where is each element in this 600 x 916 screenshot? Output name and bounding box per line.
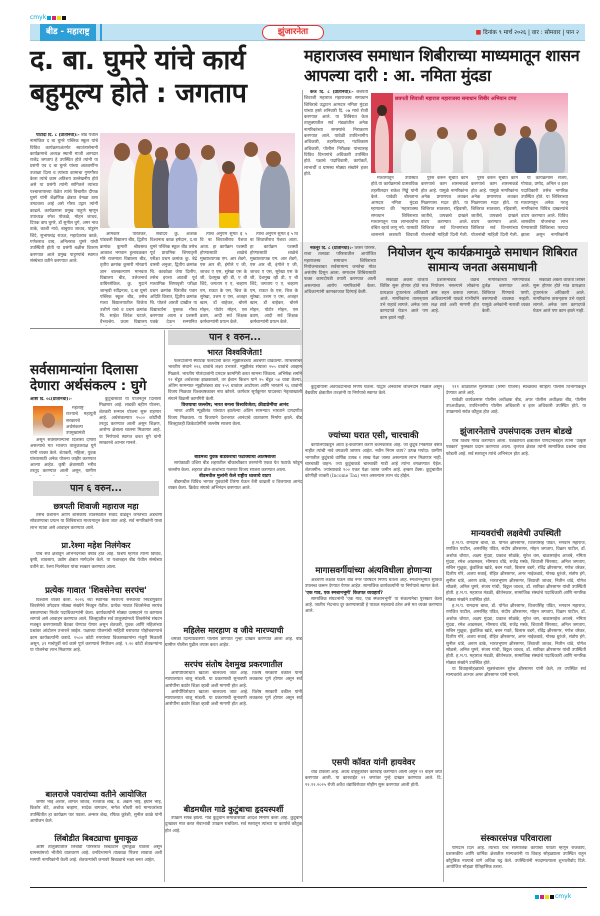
article-body: जमीर भाई अत्तार, शामल जाधव, रज्जाक शेख, ड. अक्रम भाई, इम्रान भाई, किशोर शेटे, अशोक चव्हाण, सादेक बागवान, नागेश चौधरी सर्व मान्यवरांच्या उपस्थितीत हा कार्यक्रम पार पडला. अन्सार शेख, रफिक कुरेशी, सुनील काळे यांनी आयोजन केले. — [30, 800, 162, 824]
article-body: सायंकाळी उशिरा बीड शहरातील चौकाचौकात तरुणांनी एकत्र येत फटाके फोडून जल्लोष केला. शहरात ढोल-ताशांच्या गजरात विजय साजरा करण्यात आला. — [168, 461, 302, 473]
headline-gade: बीडमधील गाडे कुटुंबाचा हृदयस्पर्शी — [183, 805, 284, 814]
article-column — [30, 397, 98, 404]
headline-shivaji: छत्रपती शिवाजी महाराज महा — [53, 502, 139, 511]
article-column — [521, 176, 568, 238]
article-body: उपक्रम संपन्न झाला. गाडे कुटुंबाने समाजासाठी आदर्श निर्माण केला आहे. कुटुंबाने दुःखावर मात करत सेवाभावी उपक्रम राबविला. सर्व स्तरातून त्यांच्या या कार्याचे कौतुक होत आहे. — [165, 816, 302, 834]
article-column — [446, 439, 586, 499]
photo-ghumre-event — [100, 133, 295, 228]
divider — [302, 90, 303, 882]
article-column — [30, 598, 162, 784]
dateline: आष्टी दि. ०८(प्रतिनिधी):- — [30, 397, 72, 402]
article-column — [380, 278, 428, 378]
cyan-swatch — [535, 895, 539, 899]
article-column — [168, 359, 302, 453]
headline-magasvargiy: मागासवर्गीयांच्या अंत्यविधीला होणाऱ्या — [315, 566, 432, 576]
banner-paan-1: पान १ वरुन... — [168, 330, 302, 345]
headline-bibatya: लिंबोडीत बिबट्याचा धुमाकूळ — [54, 834, 138, 843]
article-body: कार्यालयाकडून आता ई-केवायसी करणे बंधनकारक आहे. जी कुटुंबे निकषात बसत नाहीत त्यांची नावे वगळली जाणार आहेत. नवीन नियम काय? उत्पन्न मर्यादा: ग्रामीण भागातील कुटुंबाचे वार्षिक उत्पन्न १ लाख पेक्षा जास्त असल्यास लाभ मिळणार नाही. चारचाकी वाहन: ज्या कुटुंबाकडे चारचाकी गाडी आहे त्यांना वगळण्यात येईल. शेतजमीन: ज्यांच्याकडे १०० एकर पेक्षा जास्त जमीन आहे. इन्कम टॅक्स: कुटुंबातील कोणीही व्यक्ती (Income Tax) भरत असल्यास लाभ बंद होईल. — [305, 443, 442, 480]
article-column — [371, 176, 418, 238]
headline-ghumre: द. बा. घुमरे यांचे कार्य बहुमूल्य होते : जगताप — [30, 45, 247, 109]
article-column — [431, 278, 479, 378]
headline-sp-kavat: एसपी कॉवत यांनी हायवेवर — [331, 758, 416, 768]
article-column — [30, 438, 96, 476]
subhead: 'एक गाव, एक स्मशानभूमी' कितपत व्यवहार्य? — [305, 590, 383, 596]
article-body: पुरेस करुन सूचीत काम करण्याचे काम शासनाकडे होत आहे. यामुळे नागरिकांना अनेक प्रमाणपत्र लवकर मिळण्यास मदत होते. या शिबिरात सातबारा, रहिवासी, जातीचे, उत्पन्नाचे दाखले वाटप करण्यात आले. शिबिरात सर्व विभागांच्या योजनांची माहिती दिली गेली. — [421, 176, 468, 238]
article-column — [446, 541, 586, 799]
article-column — [446, 385, 586, 423]
article-column — [304, 246, 376, 378]
article-body: आरोपींविरोधात खटला चालवला जात आहे. विशेष सरकारी वकील यांनी न्यायालयात बाजू मांडली. या प्रकरणाची सुनावणी लवकरच पूर्ण होणार असून सर्व आरोपींना कठोर शिक्षा व्हावी अशी मागणी होत आहे. — [165, 671, 302, 689]
article-body: १११ शाळांतील मुलींसाठी (सिंगी योजना) स्वच्छतेचे साहित्य पोलीस विभागाकडून देण्यात आले आहे. — [446, 385, 586, 397]
article-body: महाराष्ट्र राज्याचे महायुती सरकारचे अर्थसंकल्प उपमुख्यमंत्री — [66, 406, 96, 436]
article-column — [165, 637, 302, 657]
article-body: बीड येथील नामांकित द बा घुमरे पब्लिक स्कूल यांचे विविध कार्यक्रमाअंतर्गत स्वातंत्र्यसेनानी कार्यक्रमाचे अध्यक्ष स्थानी माजी आमदार राजेंद्र जगताप हे उपस्थित होते त्यांनी या प्रसंगी एव द बा घुमरे यांच्या आठवणींना उजाळा दिला व त्यांच्या कामाचा गुणगौरव केला त्यांचे काम अतिशय उल्लेखनीय होते असे या प्रसंगी त्यांनी सांगितले त्यांच्या पश्चात्तापाच्या वेळेत त्यांचे विचारीत दीपक घुमरे यांनी शैक्षणिक क्षेत्रात वेगळा ठसा उमटवला आहे असे गौरव उद्गार त्यांनी काढले. कार्यक्रमास प्रमुख पाहुणे म्हणून उपाध्यक्ष रमेश पोकळे, मोहन जाधव, दिपक वाघ घुमरे, डॉ सुनील घुगे, अमर नाथ ठाके, काशी नाथे, बाबुराव जाधव, पांडुरंग शिंदे, सुभाषचंद्र राऊत, महादेवराव काळे, गणेशराव वाघ, अनिलराव घुमरे यांची उपस्थिती होती या प्रसंगी बक्षीस वितरण करण्यात आले प्रमुख पाहुण्यांचे स्वागत संस्थेच्या वतीने करण्यात आले. — [30, 133, 98, 264]
avatar-ghuge — [33, 406, 63, 436]
article-column — [99, 397, 161, 476]
headline-niyojan: नियोजन शून्य कार्यक्रमामुळे समाधान शिबिरात सामान्य जनता असमाधानी — [387, 245, 578, 274]
article-body: प्रशासनाकडे वेळेचे नियोजन नसल्याने लोकांना त्रास सहन करावा लागला. अधिकाऱ्यांनी याकडे गांभीर्याने लक्ष द्यावे अशी मागणी होत आहे. — [431, 278, 479, 315]
article-body: फलंदाजांनी स्फोटक फलंदाजी करत न्यूझीलंडच्या अडचणी वाढवल्या. त्याचबरोबर भारतीय संघाने २२६ धावांचे लक्ष्य उभारले. न्यूझीलंड संघाला २५५ धावांचे आव्हान मिळाले. भारतीय गोलंदाजांनी दमदार कामगिरी करत सामना जिंकला. अभिषेक शर्माने १२ चेंडूत अर्धशतक झळकावले, तर ईशान किशन याने २५ चेंडूत ५४ धावा केल्या. अंतिम सामन्यात न्यूझीलंडचा डाव १५९ धावांवर आटोपला आणि भारताने ९६ धावांनी विजय मिळवत विश्वचषकावर नाव कोरले. कर्णधार सूर्यकुमार यादवच्या नेतृत्वाखाली संघाने विक्रमी कामगिरी केली. — [168, 359, 302, 402]
paper-name: झुंजारनेता — [262, 25, 324, 40]
article-column — [165, 816, 302, 883]
article-body: ओमकारे पारतेकर, पांडवली विद्यालय बीड, द्वितीय क्रमांक कुमारी श्रीवस्तव आकाश भगवान हुलावळकर मोरे राजमाता विद्यालय बीड, तृतीय क्रमांक कुमारी मोरडाये ज्ञान बालकल्याण मानवता विद्यालय बीड, उत्तेजनार्थ वाघिरसेकिल, कु. मुदाने जान्हवी रवींद्रनाथ, द.बा घुमरे पब्लिक स्कूल बीड, तसेच माध्य विद्यालयातील विजेता उत्तीर्ण याचे व प्रथम क्रमांक चि. साईश शिवेश घटाले, वैभवश्रेय. प्रथम विद्यालय — [100, 232, 147, 326]
article-body: त्याचे अनुपम सुमेत ई ५ वि बा शिवाजीराव पेशवा आता. हा कार्यक्रम यशस्वी होण्यासाठी शाळेचे मुख्याध्यापक एम. आर शेडगे, एस आर बी, इंगोले ए जी, जाधव ए एस, सुरेखा एस के जी, देशमुख व्ही डी, ए बी शिंदे, जगताप ए ए, चव्हाण एम, राऊत के एस, बिज के सुरेखा, उत्तम ए एस, अजहर खान, डॉ बाहेकर, बोरसे मोहन, पोटोर मोहन, एस ढवण, आदी सर्व शिक्षक कर्मचाऱ्यांनी प्रयत्न केले. — [200, 232, 247, 326]
article-body: कुटुंबीयांनी अवयवदानाचा निर्णय घेतला. याद्वारे अनेकांना जीवनदान मिळाले असून वैद्यकीय क्षेत्रातील तज्ज्ञांनी या निर्णयाचे स्वागत केले. — [305, 385, 442, 397]
article-column — [305, 770, 442, 883]
yellow-swatch — [57, 16, 61, 20]
black-swatch — [62, 16, 66, 20]
article-body: ह.भ.प. रामदास बाबा, डॉ. योगेश क्षीरसागर, विजयसिंह पंडित, भगवान महाराज, रणजित पाटील, अमरसिंह पंडित, संदीप क्षीरसागर, मोहन जगताप, विक्रम पाटील, डॉ. अशोक थोरात, अक्षय मुंदडा, प्रकाश सोळंके, सुरेश धस, बाळासाहेब आजबे, नमिता मुंदडा, रमेश आडसकर, भीमराव धोंडे, राजेंद्र मस्के, शिवाजी सिरसाट, अनिल जगताप, सचिन मुळूक, कुंडलिक खांडे, बबन गवते, विलास बडगे, रविंद्र क्षीरसागर, गणेश वरेकर, दिलीप गोरे, अजय सवाई, रोहित क्षीरसागर, अमर नाईकवाडे, गोरख धुरंधरे, संतोष हंगे, सुनील धांडे, अरुण डाके, भारतभूषण क्षीरसागर, शिवाजी जाधव, नितीन धांडे, योगेश सोळसे, अनिल घुमरे, संजय गांधी, विठ्ठल जाधव, डॉ. सारिका क्षीरसागर यांची उपस्थिती होती. ह.भ.प. महाराज मंडळी, कीर्तनकार, सामाजिक संस्थांचे पदाधिकारी आणि नागरिक मोठ्या संख्येने उपस्थित होते. — [446, 541, 586, 603]
article-body: या विवाहसोहळ्याचे सूत्रसंचालन सुरेश क्षीरसागर यांनी केले, तर उपस्थित सर्व मान्यवरांचे आभार अमर क्षीरसागर यांनी मानले. — [446, 666, 586, 679]
black-swatch — [550, 895, 554, 899]
headline-manyavar: मान्यवरांची लक्षवेधी उपस्थिती — [471, 529, 561, 539]
registration-mark — [535, 893, 571, 900]
headline-mundada: महाराजस्व समाधान शिबीराच्या माध्यमातून शासन आपल्या दारी : आ. नमिता मुंदडा — [304, 46, 580, 85]
divider — [164, 330, 165, 882]
article-column — [305, 385, 442, 429]
article-column — [250, 232, 298, 326]
article-body: विश्वास व्यक्त केला. २०२६ च्या स्थानिक स्वराज्य संस्थांच्या निवडणुकीत शिवसेनेचे उमेदवार मोठ्या संख्येने निवडून येतील. प्रत्येक गावात शिवसेनेचा सरपंच बसवण्याचा निर्धार पदाधिकाऱ्यांनी केला. कार्यकर्त्यांनी मोठ्या उत्साहाने या कामाला लागावे असे आवाहन करण्यात आले. जिल्ह्यातील सर्व तालुक्यांमध्ये शिवसेनेचे संघटन मजबूत करण्यासाठी बैठका घेण्यात येणार असून शेतकरी, युवक आणि महिलांच्या प्रश्नांवर आंदोलन उभारले जाईल. पक्षाच्या योजनांची माहिती घराघरात पोहोचवण्याचे काम कार्यकर्त्यांनी करावे. १५०० कोटी रुपयांच्या विकासकामांना मंजुरी मिळाली असून, ३१ मार्चपूर्वी सर्व कामे पूर्ण करण्याचे नियोजन आहे. १.२० कोटी शेतकऱ्यांना या योजनेचा लाभ मिळणार आहे. — [30, 598, 162, 654]
article-body: नागरिकांच्या मागण्यांकडे दुर्लक्ष करण्यात आले. शिबिरात पिण्याचे पाणी, बसण्याची व्यवस्था नव्हती. यामुळे अनेकांनी नाराजी व्यक्त केली. — [482, 278, 530, 315]
banner-paan-6: पान ६ वरुन... — [33, 481, 159, 496]
article-column — [30, 845, 162, 883]
article-column — [304, 90, 368, 238]
date-text: दिनांक ९ मार्च २०२६ | वार : सोमवार | पान २ — [483, 30, 579, 36]
headline-marhan: महिलेस मारहाण व जीवे मारण्याची — [183, 626, 284, 635]
subhead: विजयाचा जल्लोष; भारत बनला विश्वविजेता; क्रीडाप्रेमींचा आनंद — [181, 403, 289, 409]
article-body: बीडमधील विविध भागात युवकांनी तिरंगा घेऊन रॅली काढली व विजयाचा आनंद व्यक्त केला. क्रिकेट संघाचे अभिनंदन करण्यात आले. — [168, 480, 302, 492]
headline-bharat: भारत विश्वविजेता! — [207, 348, 263, 357]
article-body: भारत आणि न्यूझीलंड यांच्यात झालेल्या अंतिम सामन्यात भारताने दणदणीत विजय मिळवला. या विजयाने देशभरात आनंदाचे वातावरण निर्माण झाले. बीड जिल्ह्यातही क्रिकेटप्रेमींनी जल्लोष साजरा केला. — [168, 409, 302, 427]
article-column — [471, 176, 518, 238]
headline-reshma: प्रा.रेश्मा महेश निलंगेकर — [61, 541, 131, 550]
article-column — [168, 455, 302, 515]
article-body: सामाजिक संघटनांनी 'एक गाव, एक स्मशानभूमी' या संकल्पनेचा पुरस्कार केला आहे. जातीय भेदभाव दूर करण्यासाठी हे पाऊल महत्त्वाचे ठरेल असे मत व्यक्त करण्यात आले. — [305, 596, 442, 615]
page-bottom-rule — [30, 887, 587, 888]
divider — [443, 385, 444, 882]
article-body: यांचे विशेष गौरव करण्यात आला. पत्रकारिता क्षेत्रातील योगदानाबद्दल त्यांना 'उत्कृष्ट पत्रकार' पुरस्कार प्रदान करण्यात आला. वृत्तपत्र क्षेत्रात त्यांनी सामाजिक प्रश्नांना वाचा फोडली आहे. सर्व स्तरातून त्यांचे अभिनंदन होत आहे. — [446, 439, 586, 457]
article-body: शिरुर परिसर, राजा तलवडा परिसरातील आयोजित महाराजस्व समाधान शिबिराच्या नियोजनाबाबत सर्वसामान्य जनतेचा मोठा असंतोष दिसून आला. समाधान शिबिरासाठी फक्त कागदोपत्री तयारी करण्यात आली असल्याचा आरोप नागरिकांनी केला. अधिकाऱ्यांनी कामकाजात दिरंगाई केली. — [304, 246, 376, 296]
article-body: यांचे सर्व क्षेत्रातून अभिनंदनाचा वर्षाव होत आहे. विशेष म्हणजे त्यांनी विविध, कृषी, व्यवसाय, उद्योग क्षेत्रात मार्गदर्शन केले. या यशाबद्दल बीड येथील संस्थेच्या वतीने प्रा. रेश्मा निलंगेकर यांचा सत्कार करण्यात आला. — [30, 552, 162, 570]
yellow-swatch — [545, 895, 549, 899]
article-column — [305, 443, 442, 564]
article-column — [165, 671, 302, 802]
article-body: यावेळी कार्यक्रमास पोलीस अधीक्षक बीड, अपर पोलीस अधीक्षक बीड, पोलीस उपअधीक्षक, उपविभागीय पोलीस अधिकारी व इतर अधिकारी उपस्थित होते. या उपक्रमाचे सर्वत्र कौतुक होत आहे. — [446, 397, 586, 416]
article-column — [482, 278, 530, 378]
article-body: सकाळी अकरा वाजता शिबिर सुरू होणार होते मात्र प्रत्यक्षात दुपारनंतर अधिकारी आले. नागरिकांना तासन्‌तास उभे राहावे लागले. अनेक जण कागदपत्रे घेऊन आले पण काम झाले नाही. — [380, 278, 428, 321]
article-column — [305, 578, 442, 700]
article-body: अडचणी लक्षात घेऊन बीड नगर परिषदेने निर्णय घेतला आहे. स्मशानभूमीत सुविधा उपलब्ध करून देण्यात येणार आहेत. सामाजिक कार्यकर्त्यांनी या निर्णयाचे स्वागत केले. — [305, 578, 442, 590]
headline-balraje: बालराजे पवारांच्या वतीने आयोजित — [45, 790, 147, 799]
article-body: योगदान दिले आहे. त्यांच्या याच सामाजिक कार्याची पावती म्हणून राजकीय, प्रशासकीय आणि धार्मिक क्षेत्रातील मान्यवरांनी या विवाह सोहळ्याला उपस्थित राहून कौटुंबिक नात्याचे धागे अधिक घट्ट केले. उपस्थितांनी नवदाम्पत्याला शुभाशीर्वाद दिले. आयोजित सोहळा ऐतिहासिक ठरला. — [446, 846, 586, 870]
headline-bodkhe: झुंजारनेताचे उपसंपादक उत्तम बोडखे — [460, 427, 572, 437]
article-body: माध्यमातून उपस्थित होते.या कार्यक्रमाचे प्रास्ताविक तहसीलदार राकेश गिड्डे यांनी केले. यावेळी बोलताना आमदार नमिता मुंदडा म्हणाल्या की 'महाराजस्व समाधान शिबिराच्या माध्यमातून पात्र लाभार्थ्यांना वंचित रहावे लागू नये. यासाठी शासनाने छत्रपती शिवाजी — [371, 176, 418, 238]
dateline: केज दि. ८ (प्रतिनिधी):- — [310, 90, 354, 95]
divider — [30, 328, 300, 329]
magenta-swatch — [540, 895, 544, 899]
article-body: तसेच प्रशासन आणि शासकीय व्यवस्थेतील संवाद वाढवून जनतेच्या अडचणी सोडवण्याचा प्रयत्न या शिबिराच्या माध्यमातून केला जात आहे. सर्व नागरिकांनी याचा लाभ घ्यावा असे आवाहन करण्यात आले. — [30, 513, 162, 531]
subhead: बीडमध्ये युवक बीडकरांचा फटाक्यांची आतषबाजी — [194, 455, 276, 460]
registration-mark — [30, 14, 66, 21]
article-body: या कार्यक्रमास संजय, गोपाळ, प्रमोद, अनिल व इतर पदाधिकारी तसेच नागरिक उपस्थित होते. या शिबिराच्या माध्यमातून अनेक गरजू नागरिकांना विविध दाखल्यांचे वाटप करण्यात आले. विविध शासकीय योजनांचा लाभ घेण्यासाठी शिबिराचा फायदा झाला असून नागरिकांनी — [521, 176, 568, 238]
article-body: आरोपींविरोधात खटला चालवला जात आहे. विशेष सरकारी वकील यांनी न्यायालयात बाजू मांडली. या प्रकरणाची सुनावणी लवकरच पूर्ण होणार असून सर्व आरोपींना कठोर शिक्षा व्हावी अशी मागणी होत आहे. — [165, 689, 302, 708]
article-body: आष्टी तालुक्यातील लिंबोडी परिसरात बिबट्याने धुमाकूळ घातला असून ग्रामस्थांमध्ये भीतीचे वातावरण आहे. वनविभागाने तात्काळ पिंजरा लावावा अशी मागणी नागरिकांनी केली आहे. शेतकऱ्यांची जनावरे बिबट्याचे भक्ष्य बनत आहेत. — [30, 845, 162, 863]
article-body: पुरेस करुन सूचीत काम करण्याचे काम शासनाकडे होत आहे. यामुळे नागरिकांना अनेक प्रमाणपत्र लवकर मिळण्यास मदत होते. या शिबिरात सातबारा, रहिवासी, जातीचे, उत्पन्नाचे दाखले वाटप करण्यात आले. शिबिरात सर्व विभागांच्या योजनांची माहिती दिली गेली. — [471, 176, 518, 238]
article-body: सर्वोदय कु. आशक विश्वनाथ काळ हर्षदान, द.बा घुमरे पब्लिक स्कूल बीड तसेच पूर्व प्राथमिक शिष्यवृत्ती परीक्षा प्रथम क्रमांक कु. बेद्रे वासरी अनुजा, द्वितीय क्रमांक चि. काकोळा जेपा दिलीप, तसेच इयत्ता आठवी पूर्व माध्यमिक शिष्यवृत्ती परीक्षा प्रथम क्रमांक चिरंजीव पवार अदिति किरात, द्वितीय क्रमांक चि. पोतले आरती दाखील या विद्यार्थ्यांना पुस्तक गौरव करण्यात आला व प्रशस्ती पत्रके देऊन सन्मानित — [150, 232, 197, 326]
article-column — [533, 278, 585, 378]
date-line — [476, 24, 579, 42]
section-label: बीड - महाराष्ट्र — [40, 24, 96, 41]
article-column — [446, 846, 586, 884]
article-body: धमकी दिल्याप्रकरणी पोलीस ठाण्यात गुन्हा दाखल करण्यात आला आहे. बीड ग्रामीण पोलीस पुढील तपास करत आहेत. — [165, 637, 302, 649]
article-column — [200, 232, 247, 326]
cyan-swatch — [47, 16, 51, 20]
article-column — [421, 176, 468, 238]
article-column — [30, 133, 98, 325]
article-column — [100, 232, 147, 326]
headline-ac-charchaki: ज्यांच्या घरात एसी, चारचाकी — [328, 431, 419, 441]
article-column — [66, 406, 96, 436]
banner-text: छत्रपती शिवाजी महाराज महाराजस्व समाधान शिबीर अभियान टप्पा — [395, 96, 517, 102]
article-body: छत्रपती शिवाजी महाराज महाराजस्व समाधान शिबिराचे उद्घाटन आमदार नमिता मुंदडा यांच्या हस्ते शनिवारी दि. ०७ मार्च रोजी करण्यात आले. या शिबिरात केज तालुक्यातील सर्व मंडळांतील अनेक नागरिकांच्या समस्यांचे निराकरण करण्यात आले. यावेळी उपविभागीय अधिकारी, तहसीलदार, गटविकास अधिकारी, पोलीस निरीक्षक यांच्यासह विविध विभागांचे अधिकारी उपस्थित होते. पक्षाचे पदाधिकारी, कार्यकर्ते, लाभार्थी व ग्रामस्थ मोठ्या संख्येने हजर होते. — [304, 90, 368, 177]
registration-label: cmyk — [555, 893, 572, 900]
dateline: नेकनूर दि. ८ (प्रतिनिधी):- — [310, 246, 354, 251]
article-body: धाड टाकली आहे. अवैध वाहतुकीवर कारवाई करण्यात आली असून ११ वाहने जप्त करण्यात आली. या कारवाईत २१ जणांवर गुन्हे दाखल करण्यात आले. दि. १२.१२.२०२५ रोजी अवैध धंद्यांविरोधात मोहीम सुरू करण्यात आली होती. — [305, 770, 442, 788]
headline-arthsankalp: सर्वसामान्यांना दिलासा देणारा अर्थसंकल्प : घुगे — [30, 362, 147, 394]
article-column — [30, 513, 162, 539]
article-body: त्याचे अनुपम सुमेत ई ५ वि बा शिवाजीराव पेशवा आता. हा कार्यक्रम यशस्वी होण्यासाठी शाळेचे मुख्याध्यापक एम. आर शेडगे, एस आर बी, इंगोले ए जी, जाधव ए एस, सुरेखा एस के जी, देशमुख व्ही डी, ए बी शिंदे, जगताप ए ए, चव्हाण एम, राऊत के एस, बिज के सुरेखा, उत्तम ए एस, अजहर खान, डॉ बाहेकर, बोरसे मोहन, पोटोर मोहन, एस ढवण, आदी सर्व शिक्षक कर्मचाऱ्यांनी प्रयत्न केले. — [250, 232, 298, 326]
headline-sanskar: संस्कारसंपन्न परिवाराला — [480, 834, 552, 844]
dateline: पाटोदा दि. ८ (प्रतिनिधी):- — [36, 133, 80, 138]
headline-deshmukh: सरपंच संतोष देशमुख प्रकरणातील — [184, 660, 283, 669]
photo-samadhan-shibir — [371, 93, 568, 173]
registration-label: cmyk — [30, 14, 47, 21]
article-body: सकाळी अकरा वाजता शिबिर सुरू होणार होते मात्र प्रत्यक्षात दुपारनंतर अधिकारी आले. नागरिकांना तासन्‌तास उभे राहावे लागले. अनेक जण कागदपत्रे घेऊन आले पण काम झाले नाही. — [533, 278, 585, 315]
article-body: असून सर्वसामान्यांना दिलासा देणारा असल्याचे मत भाजपा तालुकाध्यक्ष घुगे यांनी व्यक्त केले. शेतकरी, महिला, युवक यांच्यासाठी अनेक योजना जाहीर करण्यात आल्या आहेत. कृषी क्षेत्रासाठी भरीव तरतूद करण्यात आली असून, ग्रामीण — [30, 438, 96, 475]
subhead: बीडमधील मुलांनी केले राष्ट्रीय ध्वजाचे वाटप — [199, 473, 271, 479]
masthead — [30, 24, 585, 41]
square-bullet-icon: ■ — [475, 29, 482, 36]
headline-shivsena: प्रत्येक गावात 'शिवसेनेचा सरपंच' — [45, 586, 147, 596]
article-column — [30, 800, 162, 832]
article-body: ह.भ.प. रामदास बाबा, डॉ. योगेश क्षीरसागर, विजयसिंह पंडित, भगवान महाराज, रणजित पाटील, अमरसिंह पंडित, संदीप क्षीरसागर, मोहन जगताप, विक्रम पाटील, डॉ. अशोक थोरात, अक्षय मुंदडा, प्रकाश सोळंके, सुरेश धस, बाळासाहेब आजबे, नमिता मुंदडा, रमेश आडसकर, भीमराव धोंडे, राजेंद्र मस्के, शिवाजी सिरसाट, अनिल जगताप, सचिन मुळूक, कुंडलिक खांडे, बबन गवते, विलास बडगे, रविंद्र क्षीरसागर, गणेश वरेकर, दिलीप गोरे, अजय सवाई, रोहित क्षीरसागर, अमर नाईकवाडे, गोरख धुरंधरे, संतोष हंगे, सुनील धांडे, अरुण डाके, भारतभूषण क्षीरसागर, शिवाजी जाधव, नितीन धांडे, योगेश सोळसे, अनिल घुमरे, संजय गांधी, विठ्ठल जाधव, डॉ. सारिका क्षीरसागर यांची उपस्थिती होती. ह.भ.प. महाराज मंडळी, कीर्तनकार, सामाजिक संस्थांचे पदाधिकारी आणि नागरिक मोठ्या संख्येने उपस्थित होते. — [446, 603, 586, 666]
article-column — [30, 552, 162, 584]
article-body: कुटुंबांसाठी या योजनेतून दिलासा मिळणार आहे. लाडकी बहीण योजना, शेतकरी सन्मान योजना सुरू राहणार आहे. अर्थसंकल्पात १५०० कोटींची तरतूद करण्यात आली असून शिक्षण, आरोग्य क्षेत्राला चालना मिळणार आहे. या निर्णयाचे स्वागत करत घुगे यांनी सरकारचे आभार मानले. — [99, 397, 161, 447]
article-column — [150, 232, 197, 326]
magenta-swatch — [52, 16, 56, 20]
